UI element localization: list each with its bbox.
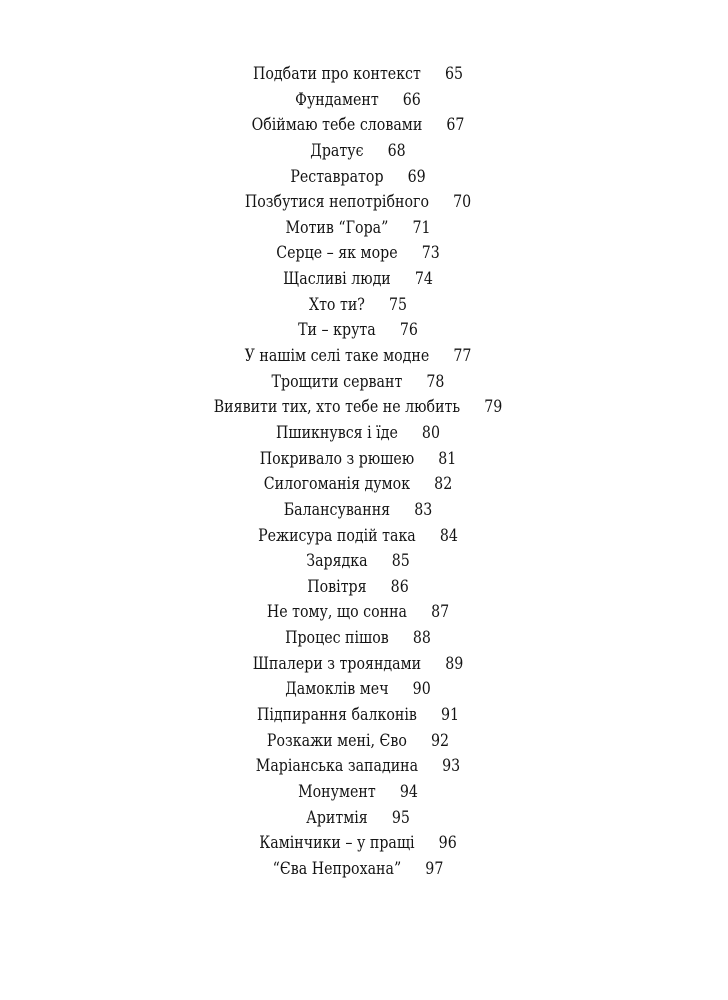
toc-entry (50, 87, 666, 113)
toc-entry-page-number: 83 (414, 499, 433, 519)
toc-entry-page-number: 69 (407, 166, 426, 186)
toc-entry (50, 112, 666, 138)
toc-entry-title: Підпирання балконів (256, 705, 417, 725)
toc-entry (50, 497, 666, 523)
toc-entry-page-number: 67 (446, 115, 465, 135)
toc-entry-title: Позбутися непотрібного (244, 192, 429, 212)
toc-entry-page-number: 86 (390, 576, 409, 596)
toc-entry (50, 61, 666, 87)
toc-entry-page-number: 75 (388, 294, 408, 314)
toc-entry (50, 676, 666, 702)
toc-entry-title: Обіймаю тебе словами (251, 115, 423, 135)
toc-entry-page-number: 74 (414, 269, 433, 289)
toc-entry (50, 599, 666, 625)
toc-entry-title: Мотив “Гора” (285, 217, 389, 237)
toc-entry-page-number: 82 (434, 474, 453, 494)
toc-entry (50, 420, 666, 446)
toc-entry-page-number: 73 (421, 243, 440, 263)
toc-entry-page-number: 94 (399, 781, 418, 801)
toc-entry (50, 471, 666, 497)
toc-entry-page-number: 91 (440, 705, 460, 725)
toc-entry-page-number: 84 (439, 525, 458, 545)
toc-entry-page-number: 68 (387, 140, 406, 160)
toc-entry-page-number: 66 (402, 89, 421, 109)
toc-entry-page-number: 77 (453, 346, 472, 366)
toc-entry (50, 548, 666, 574)
toc-entry-title: Фундамент (295, 89, 379, 109)
toc-entry-page-number: 81 (438, 448, 457, 468)
toc-entry (50, 779, 666, 805)
toc-entry (50, 856, 666, 882)
toc-entry-title: Хто ти? (308, 294, 365, 314)
toc-entry-title: Дамоклів меч (285, 679, 389, 699)
toc-entry (50, 830, 666, 856)
toc-entry-title: Реставратор (290, 166, 384, 186)
toc-entry-page-number: 93 (442, 756, 461, 776)
toc-entry-title: Аритмія (306, 807, 368, 827)
toc-entry-page-number: 87 (431, 602, 450, 622)
toc-entry-page-number: 76 (399, 320, 418, 340)
toc-entry-page-number: 96 (438, 833, 457, 853)
toc-entry-title: У нашім селі таке модне (244, 346, 430, 366)
toc-entry-page-number: 90 (412, 679, 431, 699)
toc-entry (50, 523, 666, 549)
toc-entry (50, 138, 666, 164)
toc-entry (50, 266, 666, 292)
toc-entry-title: Трощити сервант (271, 371, 403, 391)
toc-entry (50, 292, 666, 318)
toc-entry (50, 369, 666, 395)
toc-entry-page-number: 89 (445, 653, 464, 673)
toc-entry (50, 574, 666, 600)
toc-entry (50, 625, 666, 651)
toc-entry-title: Серце – як море (276, 243, 398, 263)
toc-entry-title: “Єва Непрохана” (272, 858, 402, 878)
toc-entry-page-number: 79 (484, 397, 503, 417)
toc-entry (50, 651, 666, 677)
toc-entry-title: Подбати про контекст (252, 64, 421, 83)
toc-entry (50, 343, 666, 369)
toc-entry (50, 189, 666, 215)
toc-entry (50, 317, 666, 343)
toc-entry-title: Шпалери з трояндами (252, 653, 422, 673)
toc-entry-title: Покривало з рюшею (259, 448, 415, 468)
toc-entry-title: Пшикнувся і їде (276, 422, 398, 442)
toc-entry-title: Повітря (307, 576, 367, 596)
toc-entry-page-number: 85 (391, 551, 410, 571)
toc-entry-title: Щасливі люди (283, 269, 391, 289)
toc-entry-title: Розкажи мені, Єво (266, 730, 407, 750)
toc-entry-page-number: 65 (444, 64, 464, 83)
toc-entry-title: Виявити тих, хто тебе не любить (213, 397, 461, 417)
toc-entry-title: Зарядка (306, 551, 368, 571)
toc-entry (50, 728, 666, 754)
toc-entry-page-number: 95 (391, 807, 410, 827)
toc-entry (50, 702, 666, 728)
toc-entry-title: Дратує (310, 140, 364, 160)
toc-entry (50, 215, 666, 241)
toc-entry-title: Ти – крута (298, 320, 376, 340)
toc-entry (50, 240, 666, 266)
toc-entry-title: Маріанська западина (255, 756, 419, 776)
toc-entry-page-number: 70 (453, 192, 472, 212)
toc-entry-title: Камінчики – у пращі (259, 833, 415, 853)
toc-entry-page-number: 97 (425, 858, 444, 878)
toc-entry-title: Режисура подій така (258, 525, 416, 545)
toc-entry-title: Процес пішов (285, 628, 389, 648)
toc-entry-title: Монумент (298, 781, 376, 801)
toc-entry-title: Не тому, що сонна (266, 602, 408, 622)
toc-entry-page-number: 78 (426, 371, 445, 391)
toc-entry (50, 446, 666, 472)
toc-entry-page-number: 88 (412, 628, 431, 648)
toc-entry-title: Балансування (283, 499, 391, 519)
toc-entry-title: Силогоманія думок (263, 474, 411, 494)
toc-entry (50, 394, 666, 420)
toc-entry-page-number: 71 (412, 217, 431, 237)
table-of-contents (0, 61, 716, 882)
toc-entry-page-number: 92 (431, 730, 450, 750)
toc-entry-page-number: 80 (421, 422, 440, 442)
toc-entry (50, 164, 666, 190)
toc-entry (50, 753, 666, 779)
toc-entry (50, 805, 666, 831)
